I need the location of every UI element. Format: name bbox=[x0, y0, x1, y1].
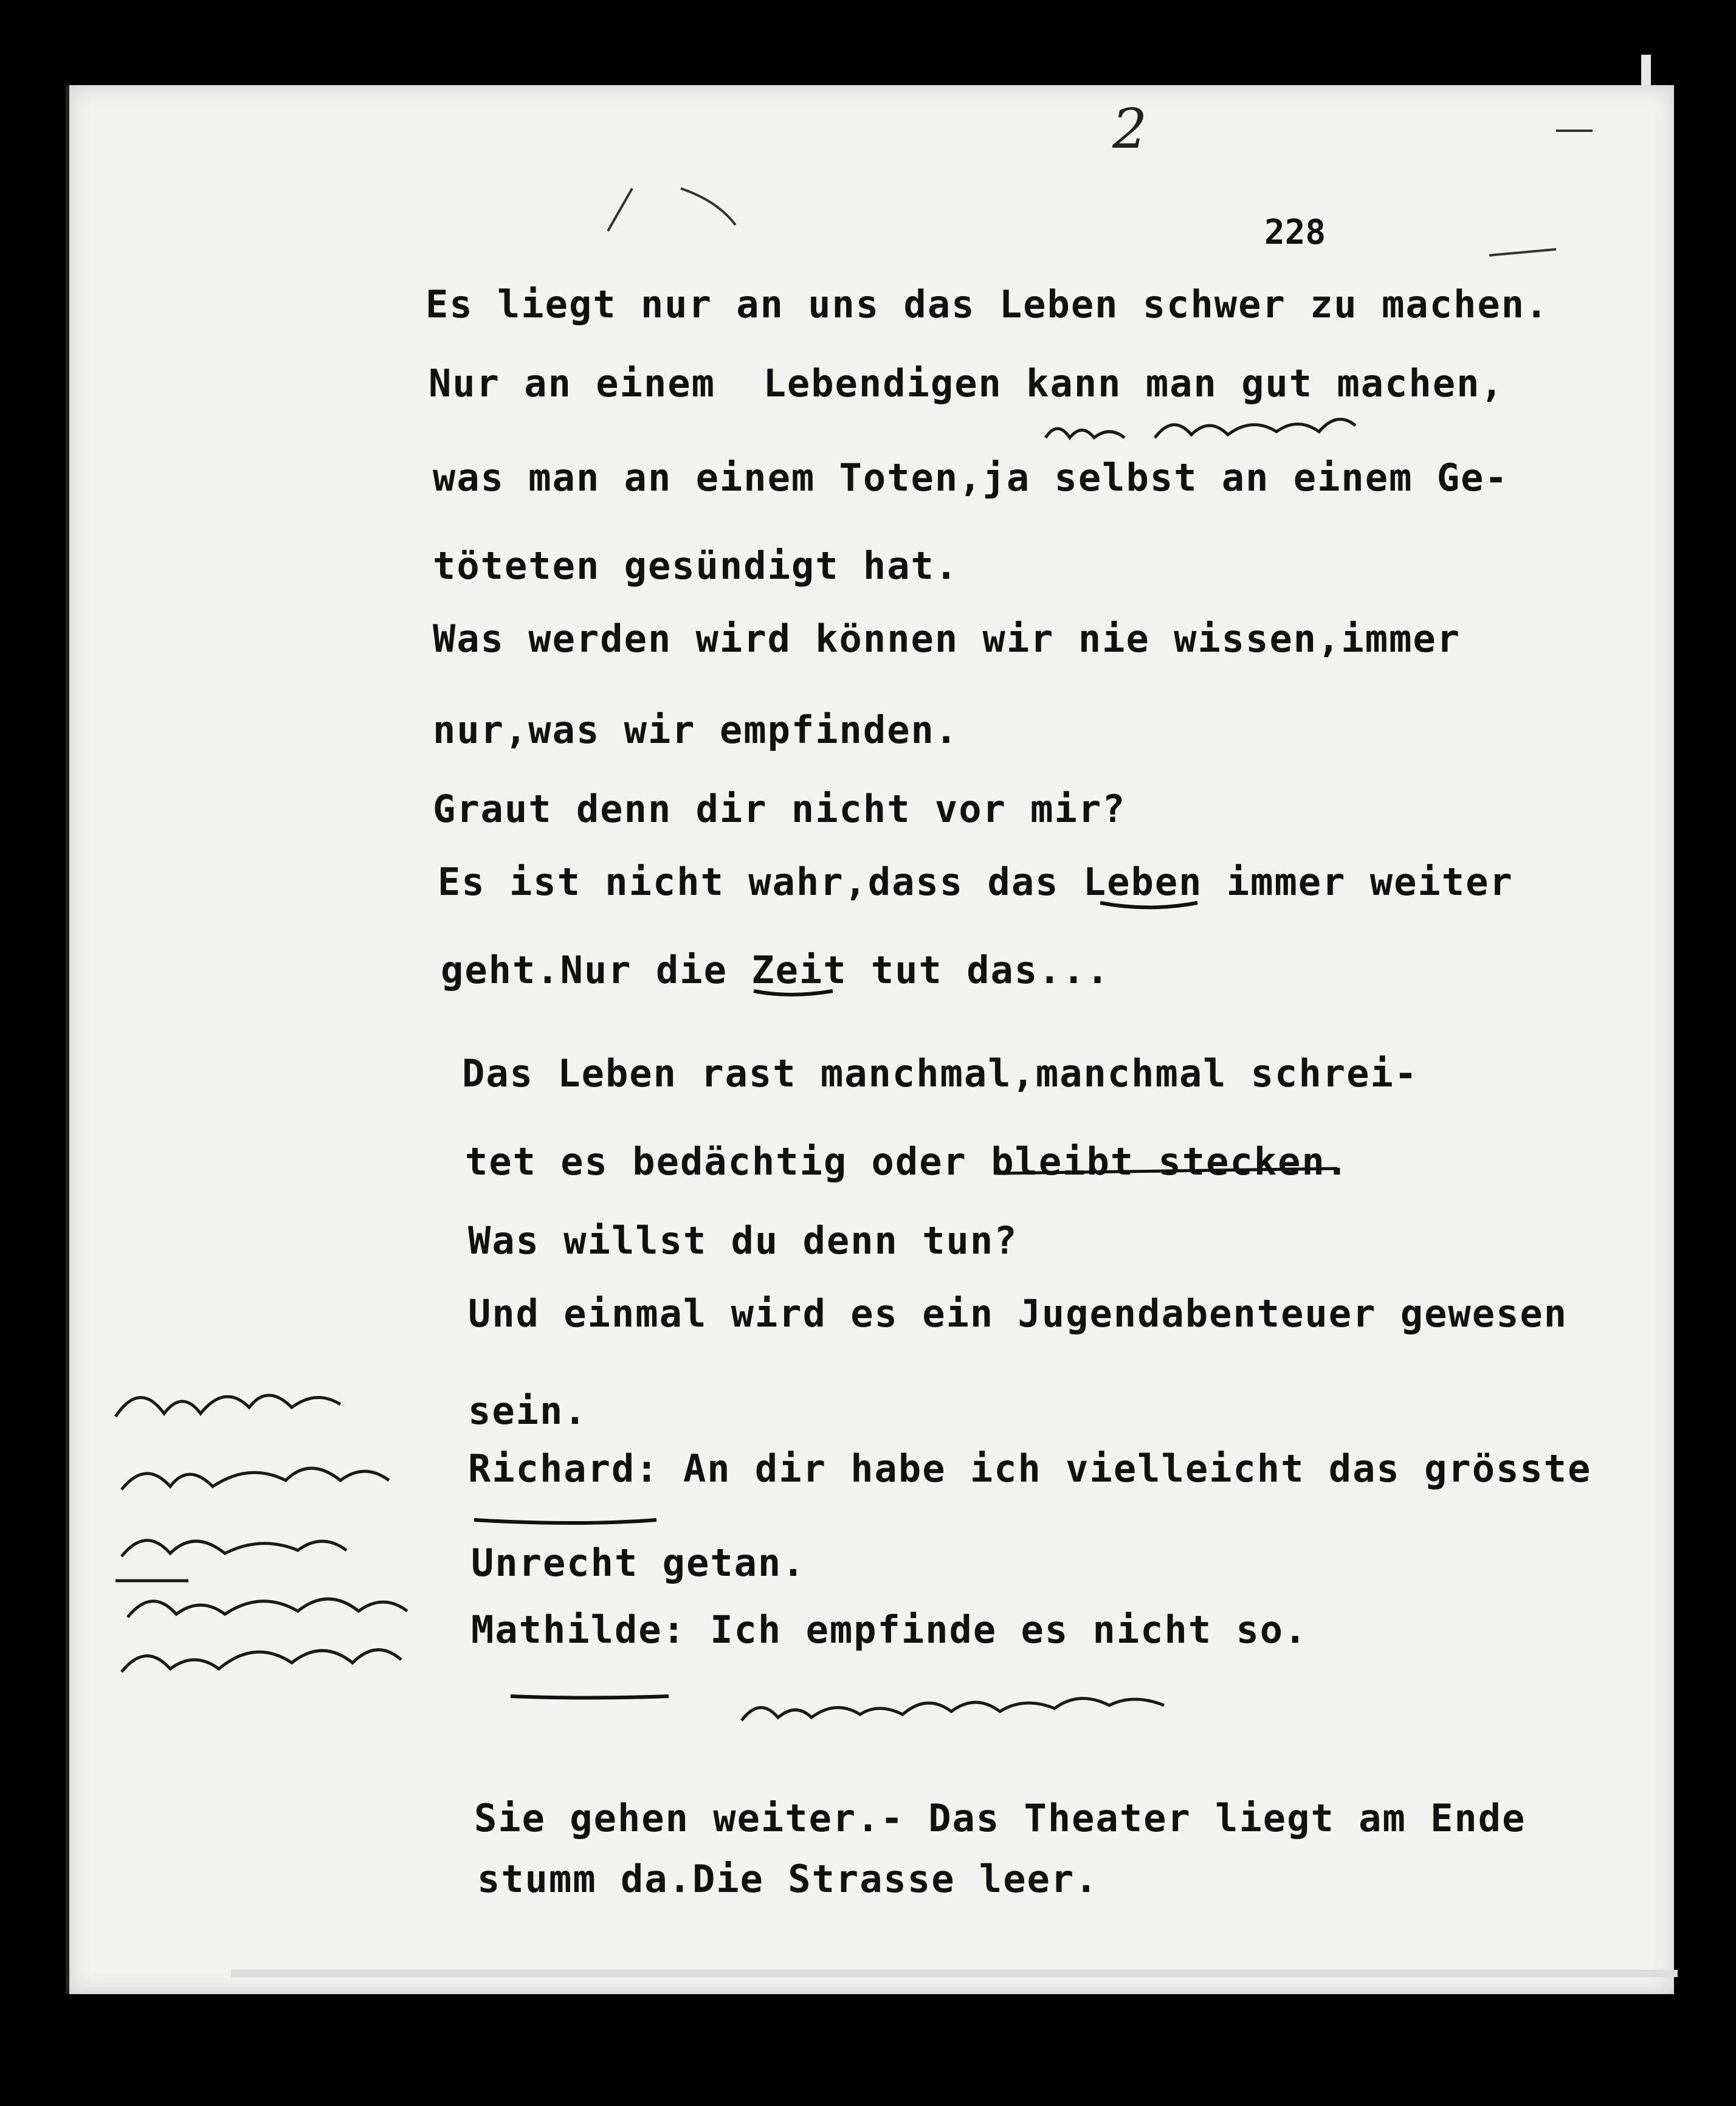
typed-line: tet es bedächtig oder bleibt stecken. bbox=[465, 1139, 1350, 1184]
typed-line: Was willst du denn tun? bbox=[468, 1218, 1018, 1263]
stray-stroke bbox=[681, 188, 735, 225]
typed-line: Sie gehen weiter.- Das Theater liegt am Ende bbox=[474, 1796, 1526, 1840]
stray-stroke bbox=[608, 188, 632, 231]
underline-mathilde bbox=[511, 1696, 669, 1698]
underline-leben bbox=[1100, 903, 1197, 908]
typed-line: töteten gesündigt hat. bbox=[433, 544, 959, 588]
typed-line: Es ist nicht wahr,dass das Leben immer weiter bbox=[438, 860, 1514, 904]
typed-line: was man an einem Toten,ja selbst an einem Ge- bbox=[433, 455, 1509, 500]
typed-line: Nur an einem Lebendigen kann man gut machen, bbox=[429, 361, 1504, 406]
typed-line: stumm da.Die Strasse leer. bbox=[477, 1857, 1099, 1901]
typed-line: Und einmal wird es ein Jugendabenteuer gewesen bbox=[468, 1291, 1568, 1336]
underline-bleibt-stecken bbox=[997, 1169, 1337, 1173]
folio-mark: 2 bbox=[1112, 97, 1148, 161]
handwritten-insertion bbox=[1045, 419, 1355, 438]
page-number: 228 bbox=[1264, 213, 1326, 252]
typed-line: sein. bbox=[468, 1389, 588, 1433]
underline-zeit bbox=[754, 991, 833, 995]
typed-line: nur,was wir empfinden. bbox=[433, 708, 959, 752]
typed-line: Das Leben rast manchmal,manchmal schrei- bbox=[462, 1051, 1419, 1096]
typed-line: Es liegt nur an uns das Leben schwer zu machen. bbox=[425, 282, 1549, 326]
typed-line: geht.Nur die Zeit tut das... bbox=[441, 948, 1111, 992]
stray-stroke bbox=[1489, 249, 1556, 255]
typed-line: Was werden wird können wir nie wissen,immer bbox=[433, 616, 1461, 661]
typed-line: Richard: An dir habe ich vielleicht das grösste bbox=[468, 1446, 1592, 1491]
typed-line: Unrecht getan. bbox=[471, 1541, 806, 1585]
underline-richard bbox=[474, 1520, 656, 1523]
typed-line: Graut denn dir nicht vor mir? bbox=[433, 787, 1126, 831]
margin-handwriting bbox=[115, 1395, 407, 1672]
handwritten-addition bbox=[742, 1699, 1164, 1721]
typed-line: Mathilde: Ich empfinde es nicht so. bbox=[471, 1607, 1308, 1652]
